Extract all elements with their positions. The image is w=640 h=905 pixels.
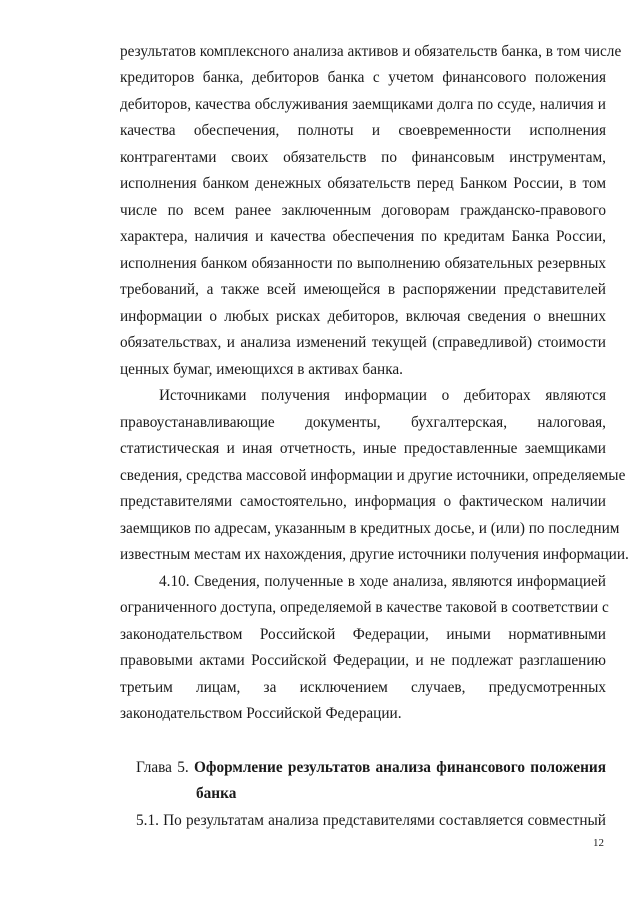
- chapter-prefix: Глава 5.: [136, 759, 189, 776]
- text-line: кредиторов банка, дебиторов банка с учетом финансового положения: [120, 69, 606, 86]
- text-line: законодательством Российской Федерации.: [120, 705, 402, 722]
- text-line: дебиторов, качества обслуживания заемщиками долга по ссуде, наличия и: [120, 96, 606, 113]
- text-line: правоустанавливающие документы, бухгалтерская, налоговая,: [120, 414, 606, 431]
- text-line: статистическая и иная отчетность, иные предоставленные заемщиками: [120, 440, 606, 457]
- text-line: сведения, средства массовой информации и другие источники, определяемые: [120, 467, 626, 484]
- text-line: заемщиков по адресам, указанным в кредитных досье, и (или) по последним: [120, 520, 620, 537]
- text-line: ограниченного доступа, определяемой в качестве таковой в соответствии с: [120, 599, 609, 616]
- text-line: исполнения банком денежных обязательств перед Банком России, в том: [120, 175, 606, 192]
- text-line: ценных бумаг, имеющихся в активах банка.: [120, 361, 404, 378]
- text-line: качества обеспечения, полноты и своевременности исполнения: [120, 122, 606, 139]
- text-line: законодательством Российской Федерации, иными нормативными: [120, 626, 606, 643]
- text-line: известным местам их нахождения, другие источники получения информации.: [120, 546, 629, 563]
- text-line: обязательствах, и анализа изменений текущей (справедливой) стоимости: [120, 334, 606, 351]
- text-line: Источниками получения информации о дебиторах являются: [159, 387, 606, 404]
- text-line: исполнения банком обязанности по выполнению обязательных резервных: [120, 255, 606, 272]
- chapter-title: Оформление результатов анализа финансового положения: [194, 759, 606, 776]
- text-line: результатов комплексного анализа активов и обязательств банка, в том числе: [120, 43, 622, 60]
- text-line: требований, а также всей имеющейся в распоряжении представителей: [120, 281, 606, 298]
- page-number: 12: [593, 837, 604, 849]
- text-line: информации о любых рисках дебиторов, включая сведения о внешних: [120, 308, 606, 325]
- text-line: третьим лицам, за исключением случаев, предусмотренных: [120, 679, 606, 696]
- text-line: представителями самостоятельно, информация о фактическом наличии: [120, 493, 606, 510]
- text-line: правовыми актами Российской Федерации, и не подлежат разглашению: [120, 652, 606, 669]
- chapter-title-continuation: банка: [196, 785, 237, 802]
- text-line: контрагентами своих обязательств по финансовым инструментам,: [120, 149, 606, 166]
- text-line: характера, наличия и качества обеспечения по кредитам Банка России,: [120, 228, 606, 245]
- text-line: 4.10. Сведения, полученные в ходе анализа, являются информацией: [159, 573, 606, 590]
- text-line: числе по всем ранее заключенным договорам гражданско-правового: [120, 202, 606, 219]
- chapter-heading-line: [136, 759, 606, 777]
- paragraph-5-1-start: 5.1. По результатам анализа представителями составляется совместный: [136, 812, 606, 829]
